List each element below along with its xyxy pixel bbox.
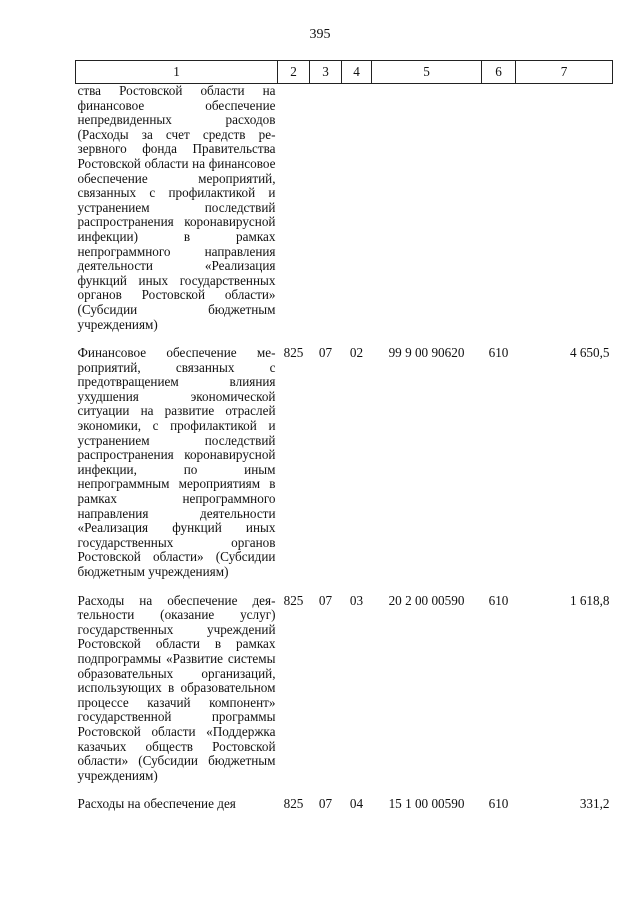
row-spacer — [76, 783, 613, 797]
row-subsection-code: 02 — [349, 345, 364, 361]
table-row — [76, 84, 613, 333]
row-spacer — [76, 332, 613, 346]
row-subsection-code: 04 — [349, 796, 364, 812]
row-ministry-code: 825 — [283, 345, 304, 361]
row-ministry-code — [278, 84, 310, 333]
row-amount — [516, 84, 613, 333]
column-header-amount: 7 — [516, 61, 613, 84]
row-amount: 1 618,8 — [569, 592, 610, 608]
row-amount: 4 650,5 — [569, 345, 610, 361]
budget-table — [75, 60, 613, 812]
column-header-ministry: 2 — [278, 61, 310, 84]
column-header-subsection: 4 — [342, 61, 372, 84]
column-header-target-article: 5 — [372, 61, 482, 84]
column-header-section: 3 — [310, 61, 342, 84]
column-header-description: 1 — [76, 61, 278, 84]
row-subsection-code: 03 — [349, 592, 364, 608]
row-subsection-code — [342, 84, 372, 333]
row-section-code — [310, 84, 342, 333]
row-target-article: 15 1 00 00590 — [388, 796, 465, 812]
row-description: Расходы на обеспечение дея — [77, 796, 236, 812]
row-ministry-code: 825 — [283, 592, 304, 608]
row-target-article — [372, 84, 482, 333]
table-row — [76, 797, 613, 812]
page-number: 395 — [309, 27, 331, 42]
row-target-article: 99 9 00 90620 — [388, 345, 465, 361]
row-description: ства Ростовской области на финансовое обеспечение непредвиденных расходов (Расходы за счет средств резервного фонда Правительства Ростовской области на финансовое обеспечение мероприятий, связанных с профилактикой и устранением последствий распространения коронавирусной инфекции) в рамках непрограммного направления деятельности «Реализация функций иных государственных органов Ростовской области» (Субсидии бюджетным учреждениям) — [77, 83, 276, 332]
row-target-article: 20 2 00 00590 — [388, 592, 465, 608]
row-section-code: 07 — [318, 796, 333, 812]
row-expense-type: 610 — [488, 345, 509, 361]
table-row — [76, 346, 613, 580]
header-row — [76, 61, 613, 84]
row-expense-type: 610 — [488, 796, 509, 812]
row-amount: 331,2 — [579, 796, 610, 812]
row-spacer — [76, 580, 613, 594]
row-description: Финансовое обеспечение мероприятий, связанных с предотвращением влияния ухудшения экономической ситуации на развитие отраслей экономики, с профилактикой и устранением последствий распространения коронавирусной инфекции, по иным непрограммным мероприятиям в рамках непрограммного направления деятельности «Реализация функций иных государственных органов Ростовской области» (Субсидии бюджетным учреждениям) — [77, 345, 276, 579]
row-section-code: 07 — [318, 345, 333, 361]
row-expense-type — [482, 84, 516, 333]
table-row — [76, 594, 613, 784]
row-ministry-code: 825 — [283, 796, 304, 812]
column-header-expense-type: 6 — [482, 61, 516, 84]
row-description: Расходы на обеспечение деятельности (оказание услуг) государственных учреждений Ростовской области в рамках подпрограммы «Развитие системы образовательных организаций, использующих в образовательном процессе казачий компонент» государственной программы Ростовской области «Поддержка казачьих обществ Ростовской области» (Субсидии бюджетным учреждениям) — [77, 592, 276, 783]
row-expense-type: 610 — [488, 592, 509, 608]
row-section-code: 07 — [318, 592, 333, 608]
